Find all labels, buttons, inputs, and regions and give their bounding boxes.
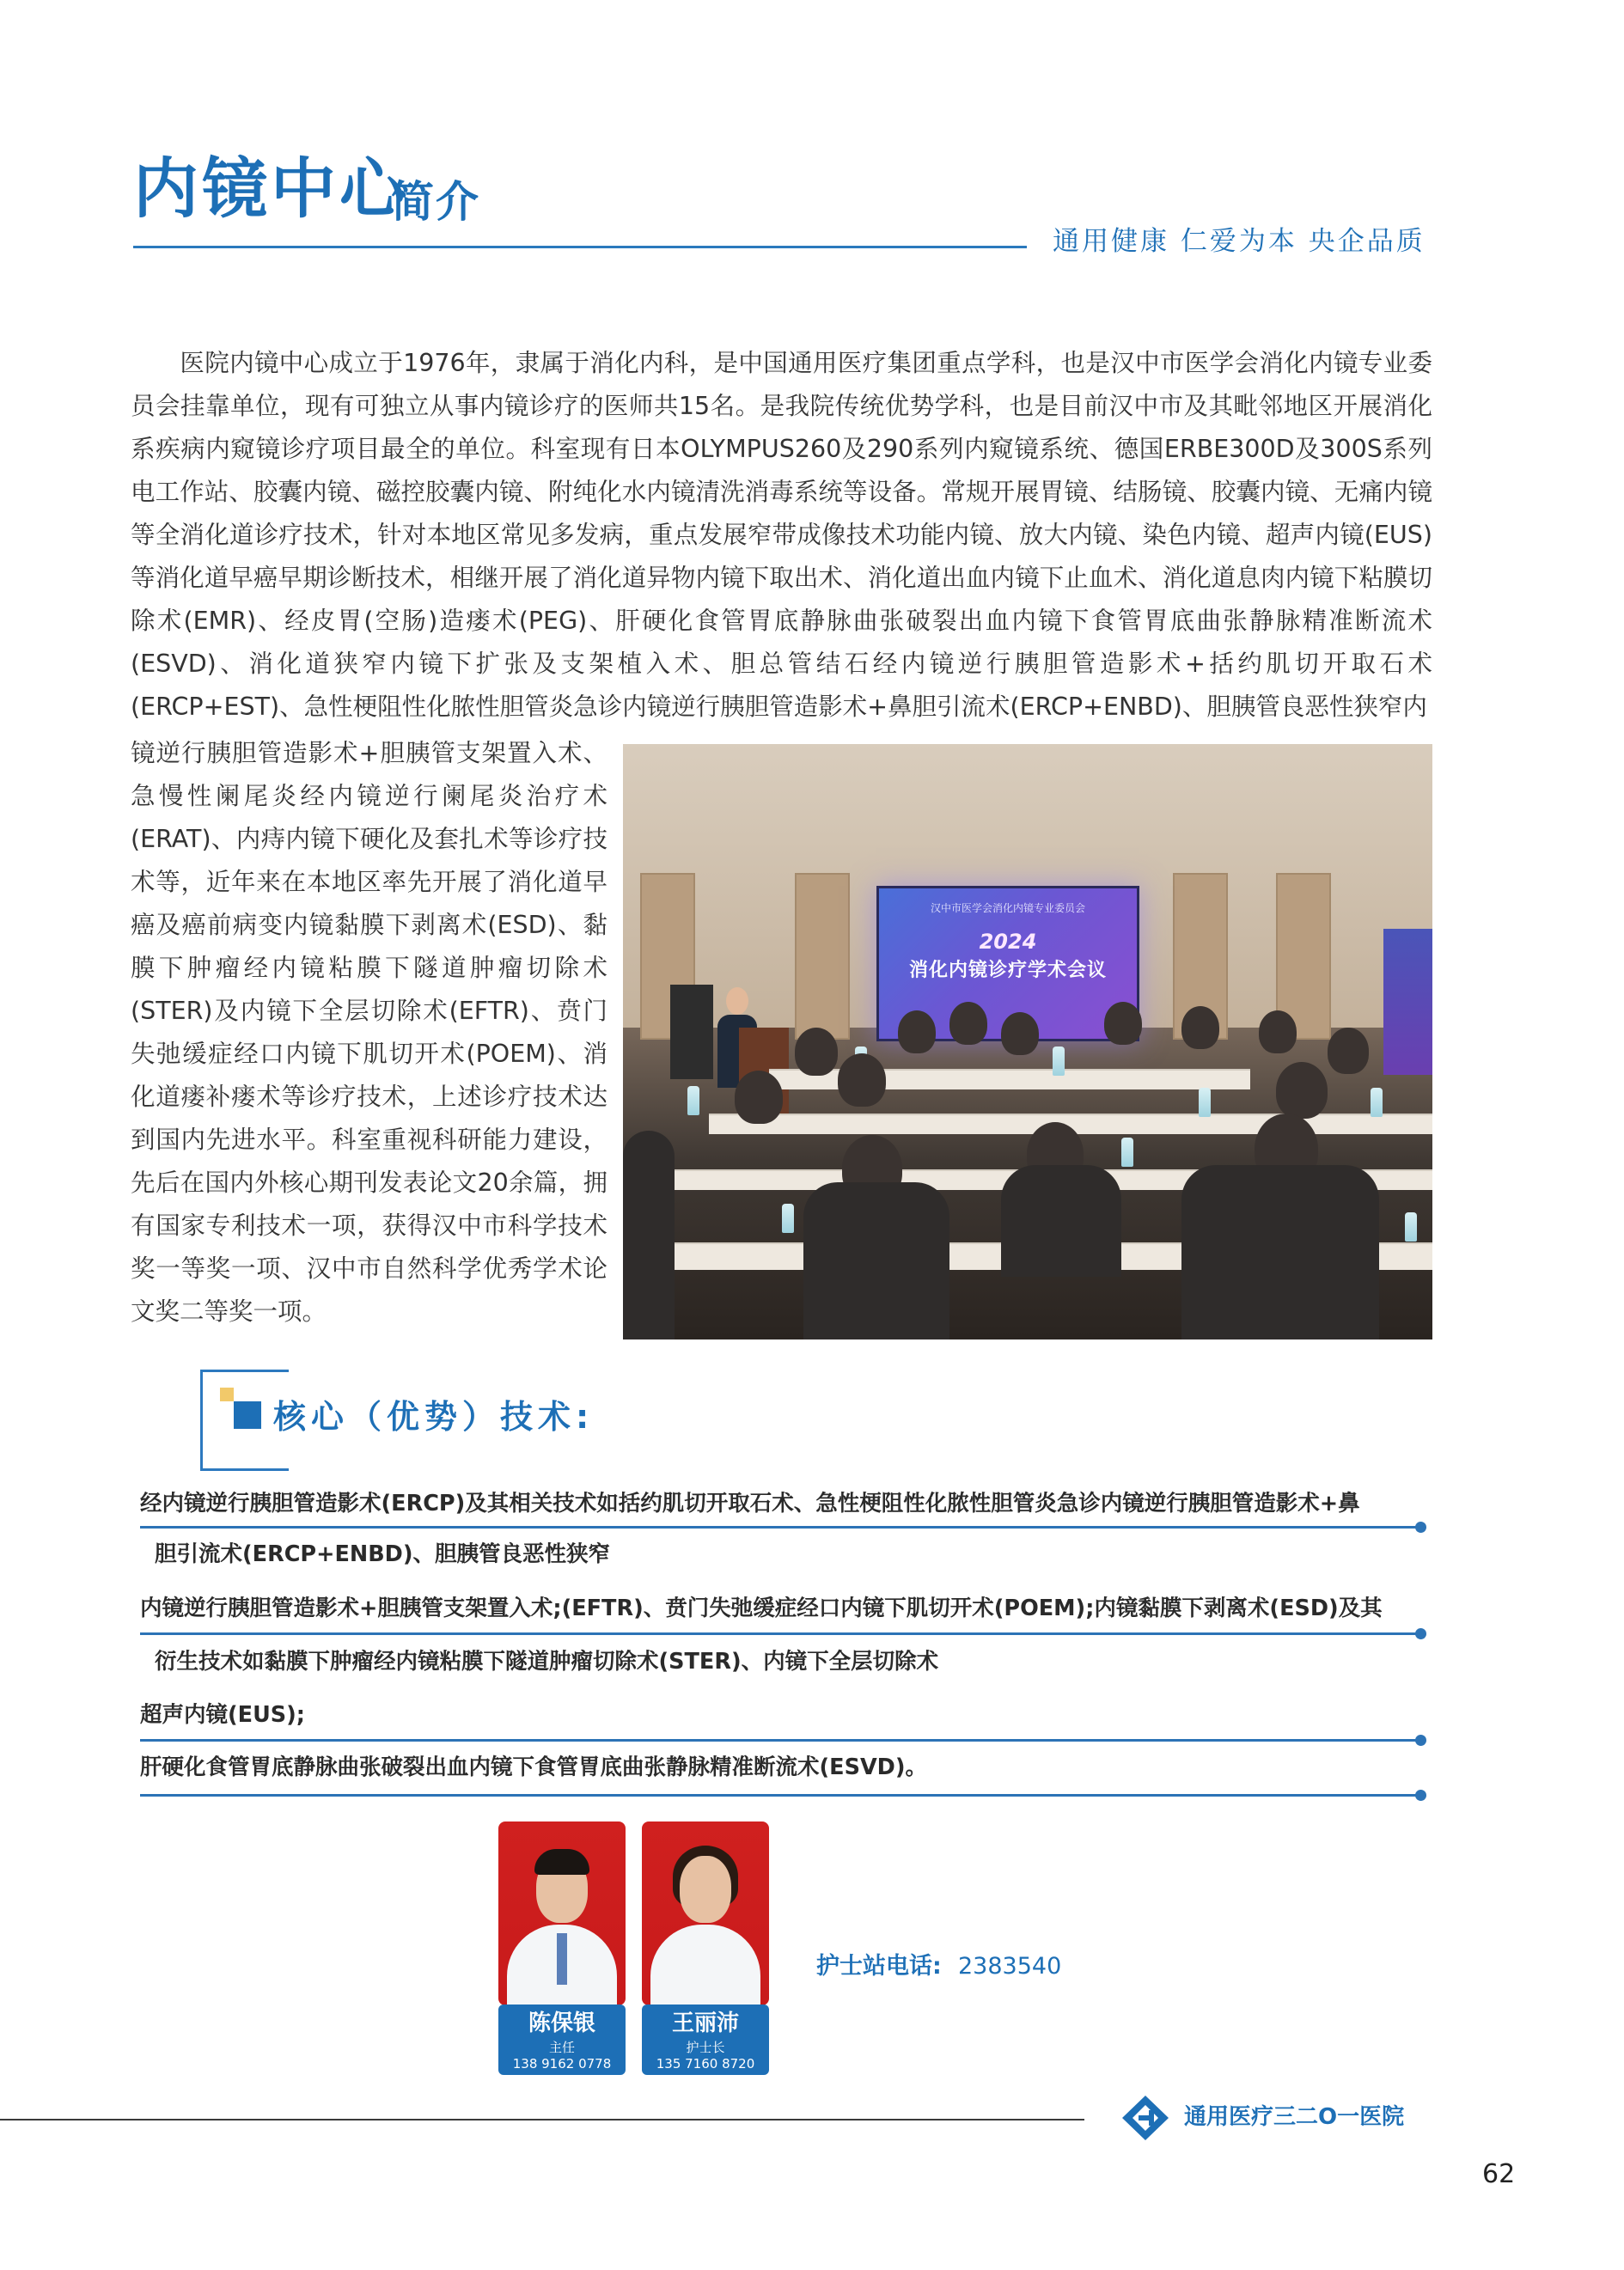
hospital-name: 通用医疗三二O一医院 [1184, 2104, 1405, 2130]
tech-item: 经内镜逆行胰胆管造影术(ERCP)及其相关技术如括约肌切开取石术、急性梗阻性化脓性胆管炎急诊内镜逆行胰胆管造影术+鼻 [140, 1491, 1360, 1516]
audience-back [623, 1131, 675, 1339]
intro-paragraph [131, 342, 1432, 729]
audience-back [1181, 1165, 1379, 1339]
accent-square [220, 1388, 234, 1401]
staff-role: 护士长 [686, 2040, 725, 2055]
tech-item: 衍生技术如黏膜下肿瘤经内镜粘膜下隧道肿瘤切除术(STER)、内镜下全层切除术 [155, 1649, 939, 1675]
water-bottle [687, 1086, 699, 1115]
staff-role: 主任 [548, 2040, 575, 2055]
page-number: 62 [1482, 2159, 1516, 2189]
hair [534, 1849, 589, 1875]
director-portrait [498, 1821, 626, 2005]
water-bottle [1199, 1088, 1211, 1117]
audience-back [803, 1182, 949, 1339]
screen-title-text: 消化内镜诊疗学术会议 [908, 960, 1107, 981]
water-bottle [1121, 1138, 1133, 1167]
meeting-photo [623, 744, 1432, 1339]
audience-member [735, 1071, 783, 1124]
equipment-stand [670, 985, 713, 1079]
staff-card [642, 2005, 769, 2075]
staff-phone: 135 7160 8720 [656, 2056, 755, 2072]
tech-divider [140, 1632, 1420, 1635]
tech-item: 内镜逆行胰胆管造影术+胆胰管支架置入术;(EFTR)、贲门失弛缓症经口内镜下肌切开术(POEM);内镜黏膜下剥离术(ESD)及其 [140, 1596, 1383, 1621]
audience-back [1001, 1165, 1121, 1277]
divider-dot [1415, 1790, 1426, 1801]
nurse-station-phone: 2383540 [958, 1953, 1062, 1980]
head-nurse-portrait [642, 1821, 769, 2005]
intro-paragraph-continued: 镜逆行胰胆管造影术+胆胰管支架置入术、急慢性阑尾炎经内镜逆行阑尾炎治疗术(ERAT)、内痔内镜下硬化及套扎术等诊疗技术等，近年来在本地区率先开展了消化道早癌及癌前病变内镜黏膜下剥离术(ESD)、黏膜下肿瘤经内镜粘膜下隧道肿瘤切除术(STER)及内镜下全层切除术(EFTR)、贲门失弛缓症经口内镜下肌切开术(POEM)、消化道瘘补瘘术等诊疗技术，上述诊疗技术达到国内先进水平。科室重视科研能力建设，先后在国内外核心期刊发表论文20余篇，拥有国家专利技术一项，获得汉中市科学技术奖一等奖一项、汉中市自然科学优秀学术论文奖二等奖一项。 [131, 739, 607, 1326]
staff-phone: 138 9162 0778 [512, 2056, 612, 2072]
audience-member [795, 1028, 838, 1076]
wall-panel [795, 873, 850, 1040]
rollup-banner [1383, 929, 1432, 1075]
audience-member [1181, 1006, 1219, 1049]
hospital-logo-icon [1120, 2093, 1171, 2143]
white-coat [650, 1925, 760, 2005]
water-bottle [1053, 1047, 1065, 1076]
speaker-head [726, 987, 748, 1015]
audience-member [898, 1010, 936, 1053]
core-tech-title: 核心（优势）技术: [273, 1398, 595, 1436]
audience-member [1001, 1012, 1039, 1055]
tie [557, 1933, 567, 1985]
audience-member [838, 1053, 886, 1107]
nurse-station-label: 护士站电话: [816, 1953, 942, 1980]
face [680, 1856, 731, 1923]
tech-item: 肝硬化食管胃底静脉曲张破裂出血内镜下食管胃底曲张静脉精准断流术(ESVD)。 [140, 1754, 927, 1780]
water-bottle [782, 1204, 794, 1233]
divider-dot [1415, 1735, 1426, 1746]
screen-year-text: 2024 [979, 930, 1037, 954]
page-title: 内镜中心 [133, 150, 408, 227]
audience-member [1104, 1002, 1142, 1045]
audience-member [1276, 1062, 1328, 1119]
tech-divider [140, 1739, 1420, 1742]
staff-card [498, 2005, 626, 2075]
divider-dot [1415, 1628, 1426, 1639]
audience-member [1328, 1028, 1369, 1074]
intro-text: 医院内镜中心成立于1976年，隶属于消化内科，是中国通用医疗集团重点学科，也是汉中市医学会消化内镜专业委员会挂靠单位，现有可独立从事内镜诊疗的医师共15名。是我院传统优势学科，也是目前汉中市及其毗邻地区开展消化系疾病内窥镜诊疗项目最全的单位。科室现有日本OLYMPUS260及290系列内窥镜系统、德国ERBE300D及300S系列电工作站、胶囊内镜、磁控胶囊内镜、附纯化水内镜清洗消毒系统等设备。常规开展胃镜、结肠镜、胶囊内镜、无痛内镜等全消化道诊疗技术，针对本地区常见多发病，重点发展窄带成像技术功能内镜、放大内镜、染色内镜、超声内镜(EUS)等消化道早癌早期诊断技术，相继开展了消化道异物内镜下取出术、消化道出血内镜下止血术、消化道息肉内镜下粘膜切除术(EMR)、经皮胃(空肠)造瘘术(PEG)、肝硬化食管胃底静脉曲张破裂出血内镜下食管胃底曲张静脉精准断流术(ESVD)、消化道狭窄内镜下扩张及支架植入术、胆总管结石经内镜逆行胰胆管造影术+括约肌切开取石术(ERCP+EST)、急性梗阻性化脓性胆管炎急诊内镜逆行胰胆管造影术+鼻胆引流术(ERCP+ENBD)、胆胰管良恶性狭窄内 [131, 349, 1432, 721]
staff-name: 王丽沛 [671, 2011, 739, 2036]
tech-item: 超声内镜(EUS); [140, 1702, 305, 1728]
title-divider [133, 246, 1027, 248]
screen-organizer-text: 汉中市医学会消化内镜专业委员会 [930, 902, 1085, 914]
footer-divider [0, 2119, 1084, 2120]
audience-member [1259, 1010, 1297, 1053]
tech-divider [140, 1526, 1420, 1529]
tech-item: 胆引流术(ERCP+ENBD)、胆胰管良恶性狭窄 [155, 1541, 610, 1567]
audience-member [949, 1002, 987, 1045]
staff-name: 陈保银 [528, 2011, 595, 2036]
tech-divider [140, 1794, 1420, 1797]
page-subtitle: 简介 [391, 177, 480, 227]
water-bottle [1405, 1212, 1417, 1242]
slogan: 通用健康 仁爱为本 央企品质 [1053, 226, 1426, 257]
water-bottle [1371, 1088, 1383, 1117]
divider-dot [1415, 1522, 1426, 1533]
accent-square [234, 1401, 261, 1429]
